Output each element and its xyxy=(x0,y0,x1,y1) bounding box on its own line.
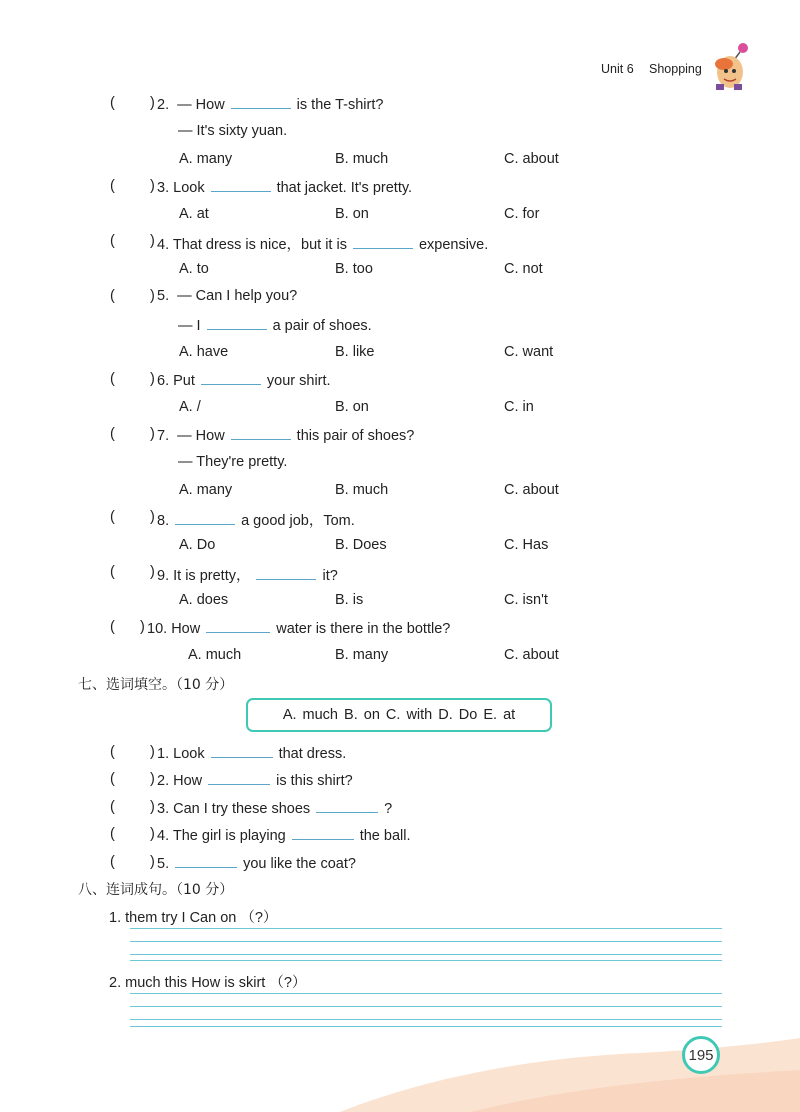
question-text-post: is the T-shirt? xyxy=(296,97,384,113)
fill-question-1 xyxy=(157,744,346,762)
paren-open: ( xyxy=(110,619,115,635)
paren-close: ) xyxy=(150,799,155,815)
option-a[interactable]: A. many xyxy=(179,151,233,167)
option-a[interactable]: A. at xyxy=(179,206,209,222)
question-number: 4. xyxy=(157,828,170,844)
question-text-pre: It is pretty， xyxy=(173,568,251,584)
writing-line[interactable] xyxy=(130,1026,722,1027)
writing-line[interactable] xyxy=(130,1019,722,1020)
bottom-wave-decoration xyxy=(0,1020,800,1112)
paren-open: ( xyxy=(110,233,115,249)
answer-blank[interactable] xyxy=(211,744,273,758)
option-c[interactable]: C. isn't xyxy=(504,592,548,608)
paren-open: ( xyxy=(110,854,115,870)
dash: — xyxy=(177,428,192,444)
paren-close: ) xyxy=(150,771,155,787)
section7-title: 七、选词填空。（10 分） xyxy=(78,677,234,693)
fill-question-2 xyxy=(157,771,353,789)
option-c[interactable]: C. not xyxy=(504,261,543,277)
question-text-pre: Put xyxy=(173,373,195,389)
answer-blank[interactable] xyxy=(256,566,316,580)
question-number: 1. xyxy=(157,746,170,762)
question-number: 9. xyxy=(157,568,170,584)
question-mc-8 xyxy=(157,509,355,530)
question-number: 8. xyxy=(157,513,170,529)
option-c[interactable]: C. for xyxy=(504,206,540,222)
fill-question-3 xyxy=(157,799,392,817)
question-text-post: it? xyxy=(322,568,338,584)
paren-close: ) xyxy=(150,426,155,442)
option-b[interactable]: B. many xyxy=(335,647,389,663)
question-line2-post: a pair of shoes. xyxy=(272,318,372,334)
page-number: 195 xyxy=(682,1036,720,1074)
answer-blank[interactable] xyxy=(207,316,267,330)
question-text-pre: Can I try these shoes xyxy=(173,801,311,817)
paren-open: ( xyxy=(110,799,115,815)
paren-close: ) xyxy=(150,509,155,525)
question-line2-pre: — I xyxy=(178,318,201,334)
option-a[interactable]: A. much xyxy=(188,647,242,663)
answer-blank[interactable] xyxy=(208,771,270,785)
question-mc-2 xyxy=(157,95,383,113)
section8-title: 八、连词成句。（10 分） xyxy=(78,882,234,898)
option-c[interactable]: C. in xyxy=(504,399,534,415)
fill-question-5 xyxy=(157,854,356,872)
option-a[interactable]: A. does xyxy=(179,592,229,608)
question-line2 xyxy=(178,316,372,334)
answer-blank[interactable] xyxy=(231,95,291,109)
question-text-pre: How xyxy=(173,773,203,789)
answer-blank[interactable] xyxy=(231,426,291,440)
question-text-pre: That dress is nice，but it is xyxy=(172,237,347,253)
writing-line[interactable] xyxy=(130,993,722,994)
option-c[interactable]: C. about xyxy=(504,482,559,498)
option-b[interactable]: B. on xyxy=(335,399,369,415)
option-b[interactable]: B. too xyxy=(335,261,373,277)
option-b[interactable]: B. like xyxy=(335,344,375,360)
dash: — xyxy=(177,97,192,113)
question-number: 10. xyxy=(147,621,168,637)
answer-blank[interactable] xyxy=(206,619,270,633)
question-number: 3. xyxy=(157,180,170,196)
paren-open: ( xyxy=(110,426,115,442)
writing-line[interactable] xyxy=(130,1006,722,1007)
answer-blank[interactable] xyxy=(316,799,378,813)
paren-open: ( xyxy=(110,744,115,760)
paren-close: ) xyxy=(150,854,155,870)
question-number: 6. xyxy=(157,373,170,389)
question-text-post: that dress. xyxy=(278,746,347,762)
option-c[interactable]: C. about xyxy=(504,151,559,167)
question-text-post: ? xyxy=(384,801,393,817)
question-text-post: a good job，Tom. xyxy=(241,513,355,529)
paren-open: ( xyxy=(110,771,115,787)
option-b[interactable]: B. on xyxy=(335,206,369,222)
question-number: 4. xyxy=(157,237,170,253)
paren-open: ( xyxy=(110,178,115,194)
option-c[interactable]: C. about xyxy=(504,647,559,663)
writing-line[interactable] xyxy=(130,954,722,955)
question-text-post: your shirt. xyxy=(266,373,331,389)
paren-close: ) xyxy=(150,288,155,304)
header-unit: Unit 6 xyxy=(601,62,634,76)
question-mc-5 xyxy=(157,288,297,304)
paren-open: ( xyxy=(110,371,115,387)
paren-close: ) xyxy=(150,178,155,194)
paren-close: ) xyxy=(150,564,155,580)
answer-blank[interactable] xyxy=(211,178,271,192)
option-b[interactable]: B. is xyxy=(335,592,364,608)
question-text-post: you like the coat? xyxy=(243,856,356,872)
question-text-post: that jacket. It's pretty. xyxy=(276,180,413,196)
option-a[interactable]: A. to xyxy=(179,261,209,277)
question-text-post: the ball. xyxy=(359,828,411,844)
writing-line[interactable] xyxy=(130,941,722,942)
question-number: 2. xyxy=(157,773,170,789)
cartoon-mascot-icon xyxy=(710,40,754,92)
option-a[interactable]: A. Do xyxy=(179,537,216,553)
question-mc-7 xyxy=(157,426,414,444)
paren-close: ) xyxy=(140,619,145,635)
question-text-post: is this shirt? xyxy=(276,773,353,789)
question-number: 2. xyxy=(157,97,170,113)
answer-blank[interactable] xyxy=(292,826,354,840)
paren-open: ( xyxy=(110,95,115,111)
question-mc-9 xyxy=(157,564,338,585)
fill-question-4 xyxy=(157,826,411,844)
order-question-1: 1. them try I Can on （?） xyxy=(109,910,278,926)
header-title: Shopping xyxy=(649,62,702,76)
paren-open: ( xyxy=(110,288,115,304)
paren-open: ( xyxy=(110,564,115,580)
question-text-pre: How xyxy=(195,428,225,444)
paren-close: ) xyxy=(150,744,155,760)
question-text-post: this pair of shoes? xyxy=(296,428,415,444)
question-mc-3 xyxy=(157,178,412,196)
question-text-pre: Look xyxy=(173,180,205,196)
option-a[interactable]: A. many xyxy=(179,482,233,498)
writing-line[interactable] xyxy=(130,928,722,929)
writing-line[interactable] xyxy=(130,960,722,961)
question-text-post: water is there in the bottle? xyxy=(276,621,451,637)
question-text-pre: The girl is playing xyxy=(172,828,286,844)
option-c[interactable]: C. want xyxy=(504,344,554,360)
answer-blank[interactable] xyxy=(175,854,237,868)
question-number: 5. xyxy=(157,856,170,872)
question-number: 7. xyxy=(157,428,170,444)
question-mc-4 xyxy=(157,233,488,254)
paren-close: ) xyxy=(150,371,155,387)
question-text-pre: How xyxy=(171,621,201,637)
question-text-pre: Look xyxy=(173,746,205,762)
option-a[interactable]: A. / xyxy=(179,399,201,415)
question-mc-10 xyxy=(147,619,450,637)
answer-blank[interactable] xyxy=(353,235,413,249)
question-number: 3. xyxy=(157,801,170,817)
option-c[interactable]: C. Has xyxy=(504,537,549,553)
order-question-2: 2. much this How is skirt （?） xyxy=(109,975,307,991)
question-number: 5. xyxy=(157,288,170,304)
paren-close: ) xyxy=(150,95,155,111)
question-text-pre: How xyxy=(195,97,225,113)
paren-open: ( xyxy=(110,826,115,842)
question-line2: — It's sixty yuan. xyxy=(178,123,288,139)
option-b[interactable]: B. much xyxy=(335,151,389,167)
question-line2: — They're pretty. xyxy=(178,454,288,470)
question-text-post: expensive. xyxy=(418,237,489,253)
paren-close: ) xyxy=(150,233,155,249)
paren-close: ) xyxy=(150,826,155,842)
paren-open: ( xyxy=(110,509,115,525)
word-bank-box: A. much B. on C. with D. Do E. at xyxy=(246,698,552,732)
answer-blank[interactable] xyxy=(175,511,235,525)
option-b[interactable]: B. Does xyxy=(335,537,387,553)
dash: — xyxy=(177,288,192,304)
answer-blank[interactable] xyxy=(201,371,261,385)
question-mc-6 xyxy=(157,371,331,389)
option-b[interactable]: B. much xyxy=(335,482,389,498)
option-a[interactable]: A. have xyxy=(179,344,229,360)
question-text-pre: Can I help you? xyxy=(195,288,298,304)
